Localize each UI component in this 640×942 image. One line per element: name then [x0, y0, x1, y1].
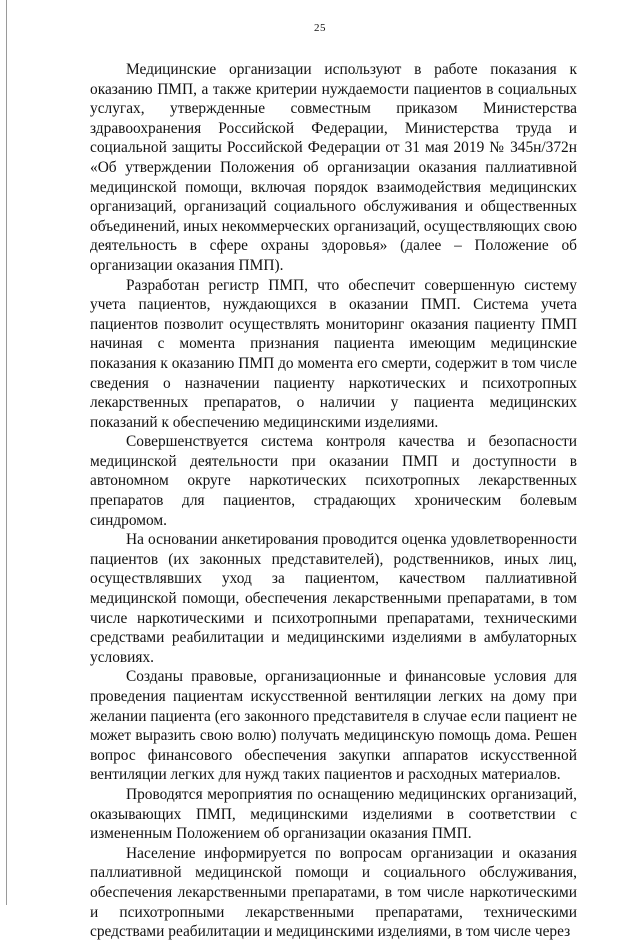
document-body [90, 60, 577, 942]
paragraph-5: Созданы правовые, организационные и финансовые условия для проведения пациентам искусственной вентиляции легких на дому при желании пациента (его законного представителя в случае если пациент не может выразить свою волю) получать медицинскую помощь дома. Решен вопрос финансового обеспечения закупки аппаратов искусственной вентиляции легких для нужд таких пациентов и расходных материалов. [90, 668, 577, 784]
paragraph-3: Совершенствуется система контроля качества и безопасности медицинской деятельности при оказании ПМП и доступности в автономном округе наркотических психотропных лекарственных препаратов для пациентов, страдающих хроническим болевым синдромом. [90, 433, 577, 529]
paragraph-2: Разработан регистр ПМП, что обеспечит совершенную систему учета пациентов, нуждающихся в оказании ПМП. Система учета пациентов позволит осуществлять мониторинг оказания пациенту ПМП начиная с момента признания пациента имеющим медицинские показания к оказанию ПМП до момента его смерти, содержит в том числе сведения о назначении пациенту наркотических и психотропных лекарственных препаратов, о наличии у пациента медицинских показаний к обеспечению медицинскими изделиями. [90, 276, 577, 431]
scan-edge-line [6, 0, 7, 905]
paragraph-6: Проводятся мероприятия по оснащению медицинских организаций, оказывающих ПМП, медицинскими изделиями в соответствии с измененным Положением об организации оказания ПМП. [90, 785, 577, 843]
paragraph-4: На основании анкетирования проводится оценка удовлетворенности пациентов (их законных представителей), родственников, иных лиц, осуществлявших уход за пациентом, качеством паллиативной медицинской помощи, обеспечения лекарственными препаратами, в том числе наркотическими и психотропными препаратами, техническими средствами реабилитации и медицинскими изделиями в амбулаторных условиях. [90, 531, 577, 666]
paragraph-7: Население информируется по вопросам организации и оказания паллиативной медицинской помощи и социального обслуживания, обеспечения лекарственными препаратами, в том числе наркотическими и психотропными лекарственными препаратами, техническими средствами реабилитации и медицинскими изделиями, в том числе через [90, 844, 577, 941]
page-number: 25 [314, 22, 326, 34]
paragraph-1: Медицинские организации используют в работе показания к оказанию ПМП, а также критерии нуждаемости пациентов в социальных услугах, утвержденные совместным приказом Министерства здравоохранения Российской Федерации, Министерства труда и социальной защиты Российской Федерации от 31 мая 2019 № 345н/372н «Об утверждении Положения об организации оказания паллиативной медицинской помощи, включая порядок взаимодействия медицинских организаций, организаций социального обслуживания и общественных объединений, иных некоммерческих организаций, осуществляющих свою деятельность в сфере охраны здоровья» (далее – Положение об организации оказания ПМП). [90, 61, 577, 274]
